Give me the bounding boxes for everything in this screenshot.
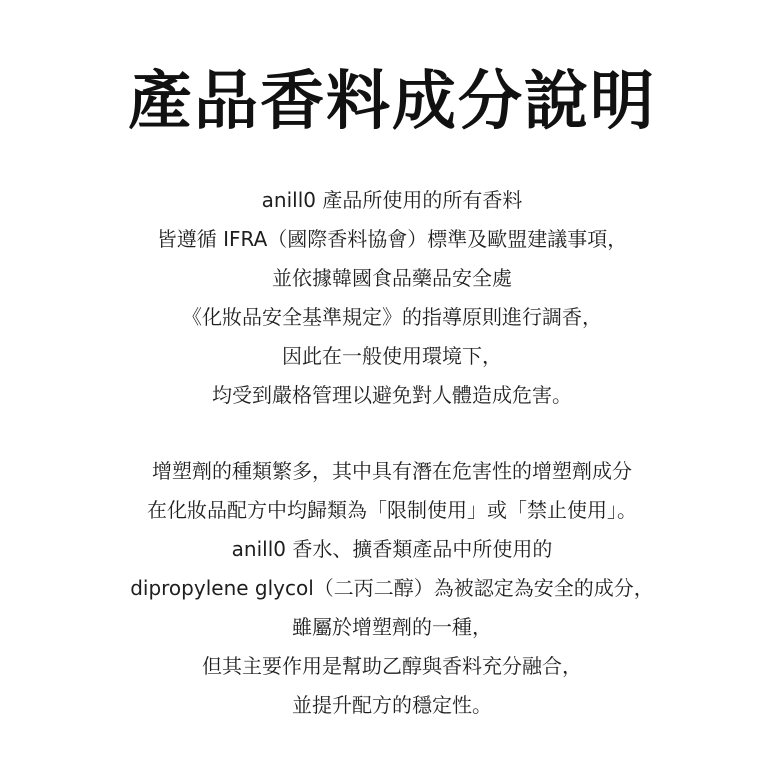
text-line: 均受到嚴格管理以避免對人體造成危害。 bbox=[212, 383, 572, 407]
text-line: 並依據韓國食品藥品安全處 bbox=[272, 266, 512, 290]
text-line: 在化妝品配方中均歸類為「限制使用」或「禁止使用」。 bbox=[147, 498, 637, 522]
text-line: 皆遵循 IFRA（國際香料協會）標準及歐盟建議事項， bbox=[156, 227, 628, 251]
text-line: 並提升配方的穩定性。 bbox=[292, 693, 492, 717]
text-line: 增塑劑的種類繁多，其中具有潛在危害性的增塑劑成分 bbox=[152, 459, 632, 483]
text-line: anill0 產品所使用的所有香料 bbox=[261, 188, 523, 212]
text-line: dipropylene glycol（二丙二醇）為被認定為安全的成分， bbox=[130, 576, 654, 600]
text-line: 但其主要作用是幫助乙醇與香料充分融合， bbox=[202, 654, 582, 678]
text-line: 因此在一般使用環境下， bbox=[282, 344, 502, 368]
fragrance-compliance-paragraph bbox=[0, 181, 784, 415]
text-line: anill0 香水、擴香類產品中所使用的 bbox=[231, 537, 553, 561]
text-line: 雖屬於增塑劑的一種， bbox=[292, 615, 492, 639]
text-line: 《化妝品安全基準規定》的指導原則進行調香， bbox=[182, 305, 602, 329]
plasticizer-explanation-paragraph bbox=[0, 452, 784, 725]
page-title: 產品香料成分說明 bbox=[128, 65, 656, 139]
